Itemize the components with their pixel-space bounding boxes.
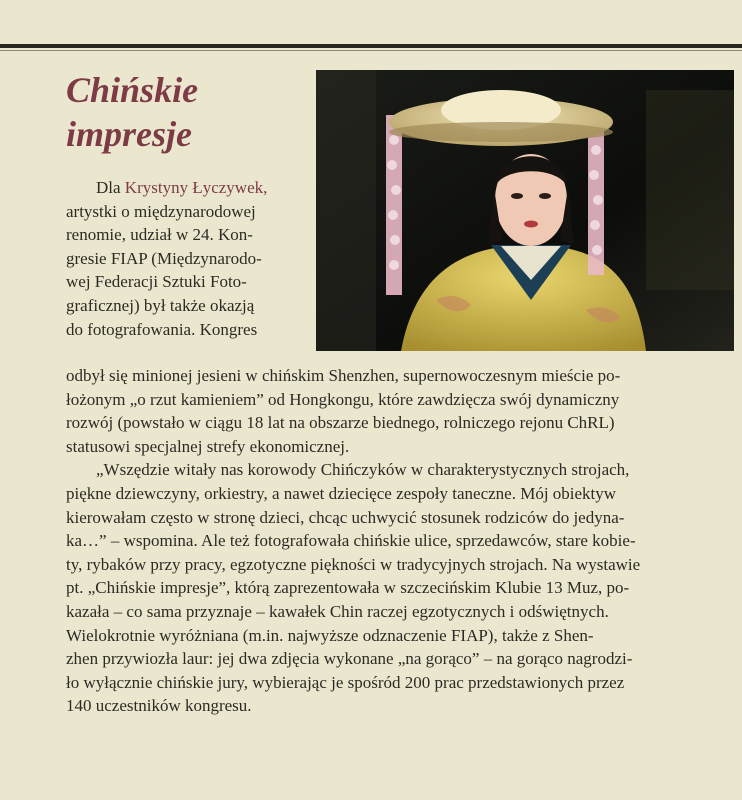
author-name: Krystyny Łyczywek, <box>124 178 268 197</box>
body-line: zhen przywiozła laur: jej dwa zdjęcia wykonane „na gorąco” – na gorąco nagrodzi- <box>66 649 633 669</box>
title-line-2: impresje <box>66 114 192 154</box>
title-line-1: Chińskie <box>66 70 199 110</box>
body-line: Wielokrotnie wyróżniana (m.in. najwyższe odznaczenie FIAP), także z Shen- <box>66 625 594 645</box>
body-line: kazała – co sama przyznaje – kawałek Chin raczej egzotycznych i odświętnych. <box>66 601 609 621</box>
intro-line-3: renomie, udział w 24. Kon- <box>66 225 253 245</box>
body-line: pt. „Chińskie impresje”, którą zaprezentowała w szczecińskim Klubie 13 Muz, po- <box>66 578 630 598</box>
intro-line-5: wej Federacji Sztuki Foto- <box>66 272 247 292</box>
intro-line-2: artystki o międzynarodowej <box>66 201 256 221</box>
intro-line-6: graficznej) był także okazją <box>66 295 255 315</box>
body-line: rozwój (powstało w ciągu 18 lat na obszarze biednego, rolniczego rejonu ChRL) <box>66 413 615 433</box>
intro-line-1 <box>66 176 310 200</box>
body-line: „Wszędzie witały nas korowody Chińczyków w charakterystycznych strojach, <box>96 460 630 480</box>
article-title <box>66 68 306 156</box>
body-paragraphs <box>66 364 738 718</box>
intro-line-7: do fotografowania. Kongres <box>66 319 258 339</box>
intro-line-4: gresie FIAP (Międzynarodo- <box>66 248 262 268</box>
body-line: ty, rybaków przy pracy, egzotyczne piękności w tradycyjnych strojach. Na wystawie <box>66 554 641 574</box>
body-line: ło wyłącznie chińskie jury, wybierając je spośród 200 prac przedstawionych przez <box>66 672 625 692</box>
photo-illustration <box>316 70 734 351</box>
body-line: piękne dziewczyny, orkiestry, a nawet dziecięce zespoły taneczne. Mój obiektyw <box>66 483 617 503</box>
paragraph-2 <box>66 458 738 718</box>
article-photo <box>316 70 734 351</box>
body-line: ka…” – wspomina. Ale też fotografowała chińskie ulice, sprzedawców, stare kobie- <box>66 531 636 551</box>
paragraph-1 <box>66 364 738 458</box>
intro-paragraph <box>66 176 310 341</box>
top-rule-thin <box>0 50 742 51</box>
body-line: łożonym „o rzut kamieniem” od Hongkongu, które zawdzięcza swój dynamiczny <box>66 389 620 409</box>
body-line: kierowałam często w stronę dzieci, chcąc uchwycić stosunek rodziców do jedyna- <box>66 507 625 527</box>
top-rule <box>0 44 742 48</box>
body-line: 140 uczestników kongresu. <box>66 696 252 716</box>
body-line: odbył się minionej jesieni w chińskim Shenzhen, supernowoczesnym mieście po- <box>66 366 621 385</box>
intro-lead: Dla <box>96 178 125 197</box>
body-line: statusowi specjalnej strefy ekonomicznej. <box>66 436 350 456</box>
